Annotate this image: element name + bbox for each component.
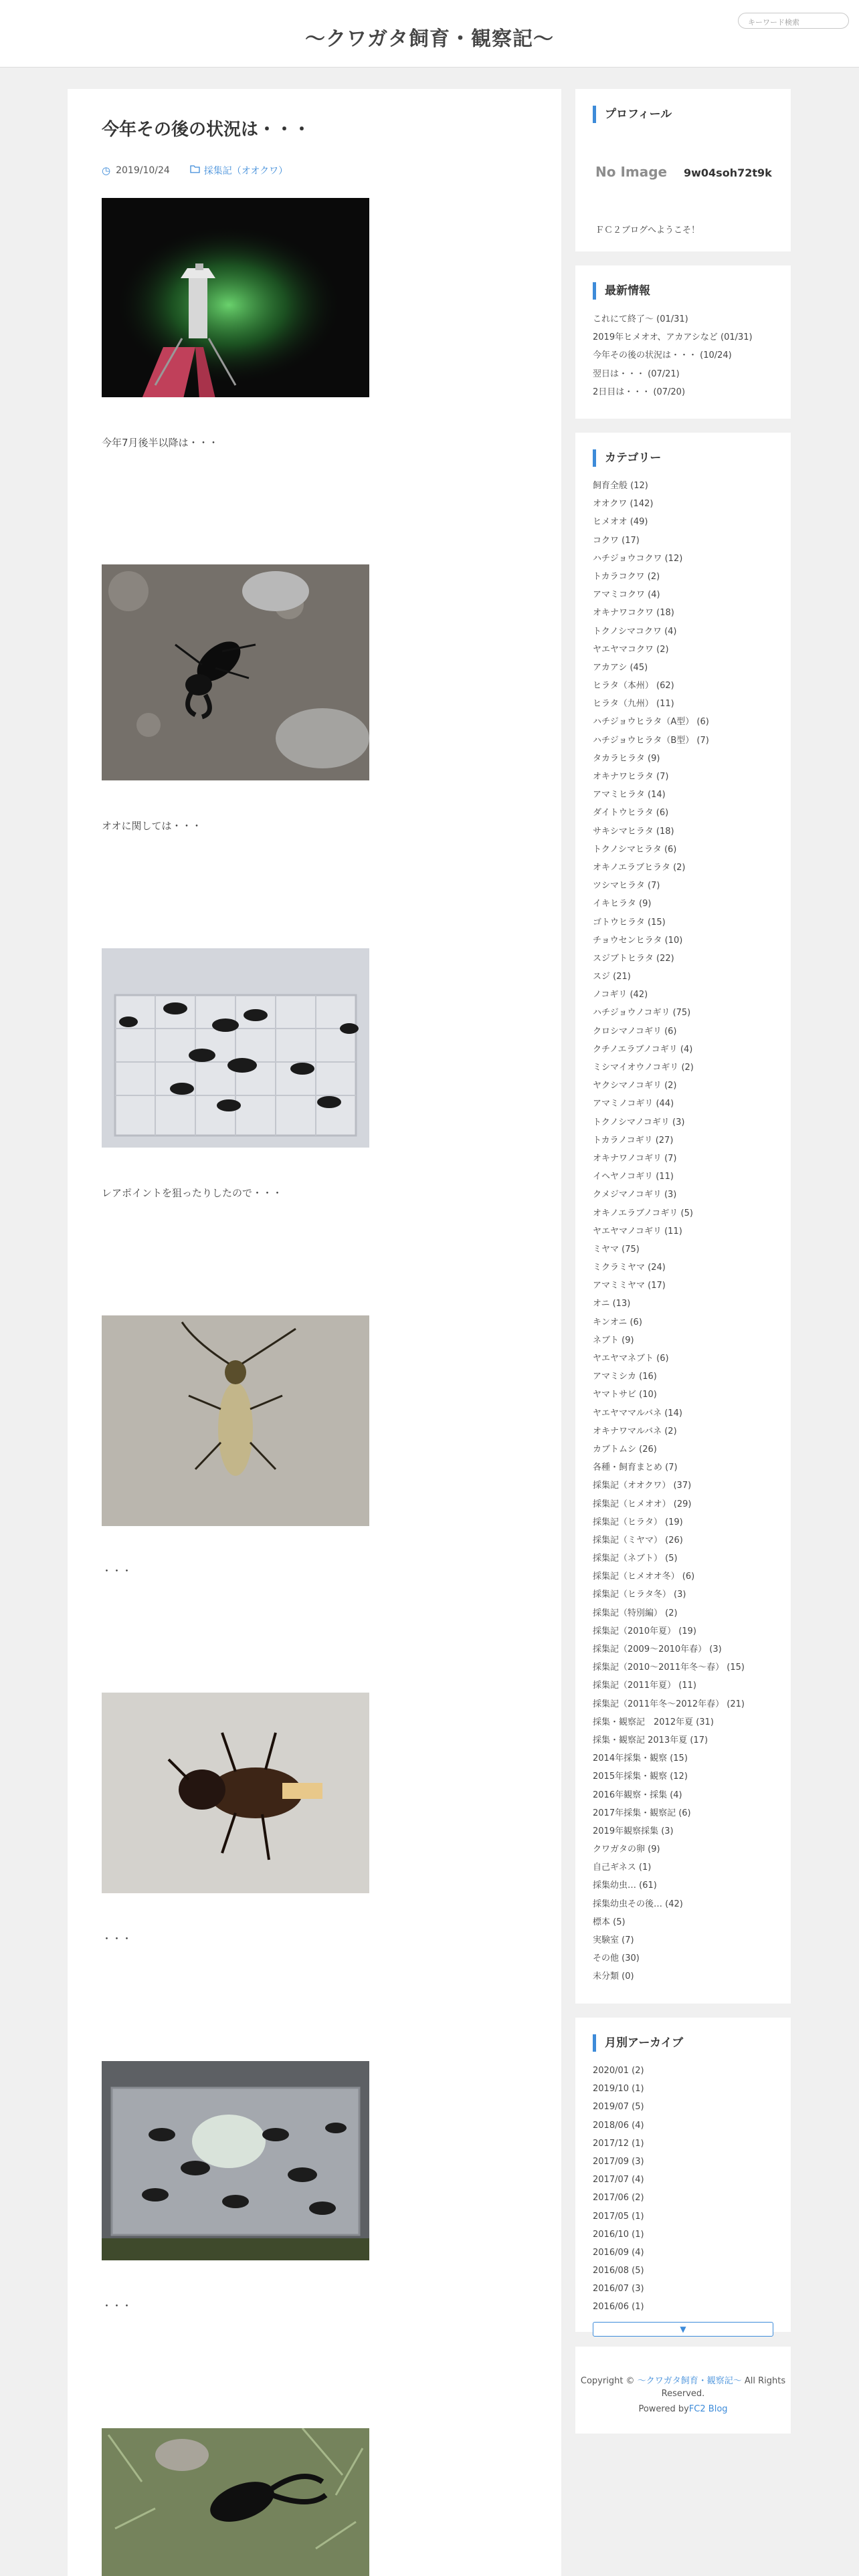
category-item[interactable]: ダイトウヒラタ (6) xyxy=(593,808,669,819)
category-item[interactable]: 採集記（特別編） (2) xyxy=(593,1608,678,1618)
category-item[interactable]: 採集記（オオクワ） (37) xyxy=(593,1481,692,1491)
category-item[interactable]: 採集幼虫その後… (42) xyxy=(593,1899,683,1909)
post-category-link[interactable]: 採集記（オオクワ） xyxy=(203,166,288,177)
category-item[interactable]: 採集・観察記 2012年夏 (31) xyxy=(593,1717,714,1727)
category-item[interactable]: ツシマヒラタ (7) xyxy=(593,881,660,891)
category-item[interactable]: ヒメオオ (49) xyxy=(593,517,648,528)
category-item[interactable]: 採集記（2011年夏） (11) xyxy=(593,1681,696,1691)
post-paragraph: 今年7月後半以降は・・・ xyxy=(102,437,219,449)
category-item[interactable]: ヒラタ（九州） (11) xyxy=(593,699,674,710)
latest-list xyxy=(593,310,753,401)
category-item[interactable]: ハチジョウノコギリ (75) xyxy=(593,1008,691,1018)
category-item[interactable]: トクノシマノコギリ (3) xyxy=(593,1117,685,1128)
category-item[interactable]: キンオニ (6) xyxy=(593,1317,642,1327)
longhorn-beetle-photo[interactable] xyxy=(102,1315,369,1526)
category-item[interactable]: 2017年採集・観察記 (6) xyxy=(593,1808,691,1818)
category-item[interactable]: 採集記（2011年冬〜2012年春） (21) xyxy=(593,1699,745,1709)
post-meta xyxy=(102,164,288,177)
post-paragraph: オオに関しては・・・ xyxy=(102,820,202,832)
post-title: 今年その後の状況は・・・ xyxy=(102,120,311,140)
latest-widget xyxy=(575,265,791,419)
category-item[interactable]: 2016年観察・採集 (4) xyxy=(593,1790,682,1800)
archive-item[interactable]: 2016/06 (1) xyxy=(593,2302,644,2313)
category-item[interactable]: 採集記（ヒメオオ冬） (6) xyxy=(593,1572,695,1582)
category-item[interactable]: 採集記（2009〜2010年春） (3) xyxy=(593,1644,722,1654)
category-item[interactable]: 2014年採集・観察 (15) xyxy=(593,1753,688,1764)
category-item[interactable]: 採集記（2010〜2011年冬〜春） (15) xyxy=(593,1662,745,1673)
category-item[interactable]: 標本 (5) xyxy=(593,1917,626,1927)
category-item[interactable]: ネブト (9) xyxy=(593,1335,634,1346)
powered-text: Powered by xyxy=(638,2404,689,2414)
beetle-on-white-photo[interactable] xyxy=(102,1693,369,1893)
latest-item[interactable]: これにて終了〜 (01/31) xyxy=(593,314,688,324)
footer-powered xyxy=(575,2404,791,2414)
category-item[interactable]: チョウセンヒラタ (10) xyxy=(593,935,683,946)
archive-widget xyxy=(575,2018,791,2332)
category-item[interactable]: 採集記（ミヤマ） (26) xyxy=(593,1535,683,1545)
category-item[interactable]: ノコギリ (42) xyxy=(593,990,648,1000)
category-item[interactable]: ヤエヤマコクワ (2) xyxy=(593,644,669,655)
category-item[interactable]: イヘヤノコギリ (11) xyxy=(593,1172,674,1182)
category-item[interactable]: オニ (13) xyxy=(593,1299,631,1309)
category-item[interactable]: アマミシカ (16) xyxy=(593,1372,657,1382)
category-item[interactable]: アマミヒラタ (14) xyxy=(593,790,666,800)
category-widget xyxy=(575,433,791,2004)
archive-item[interactable]: 2017/06 (2) xyxy=(593,2193,644,2204)
category-item[interactable]: 採集記（ヒラタ） (19) xyxy=(593,1517,683,1527)
post-paragraph: ・・・ xyxy=(102,1565,132,1577)
archive-item[interactable]: 2016/07 (3) xyxy=(593,2284,644,2294)
latest-title: 最新情報 xyxy=(593,282,650,300)
category-item[interactable]: ミシマイオウノコギリ (2) xyxy=(593,1063,694,1073)
fc2-blog-link[interactable]: FC2 Blog xyxy=(688,2404,728,2414)
category-item[interactable]: オキナワノコギリ (7) xyxy=(593,1153,677,1164)
category-item[interactable]: アマミノコギリ (44) xyxy=(593,1099,674,1109)
post-paragraph: レアポイントを狙ったりしたので・・・ xyxy=(102,1187,283,1199)
category-item[interactable]: サキシマヒラタ (18) xyxy=(593,826,674,837)
category-item[interactable]: クロシマノコギリ (6) xyxy=(593,1026,677,1037)
category-item[interactable]: トクノシマコクワ (4) xyxy=(593,626,677,637)
archive-title: 月別アーカイブ xyxy=(593,2034,683,2052)
light-trap-photo[interactable] xyxy=(102,198,369,397)
category-item[interactable]: オキナワコクワ (18) xyxy=(593,608,674,619)
category-item[interactable]: コクワ (17) xyxy=(593,535,640,546)
archive-item[interactable]: 2016/09 (4) xyxy=(593,2247,644,2258)
chevron-down-icon: ▼ xyxy=(680,2325,686,2334)
category-item[interactable]: ハチジョウヒラタ（A型） (6) xyxy=(593,717,709,728)
archive-item[interactable]: 2016/08 (5) xyxy=(593,2266,644,2276)
clock-icon: ◷ xyxy=(102,165,111,177)
archive-more-button[interactable] xyxy=(593,2322,773,2337)
archive-list xyxy=(593,2062,644,2317)
category-item[interactable]: タカラヒラタ (9) xyxy=(593,753,660,764)
category-item[interactable]: 採集幼虫… (61) xyxy=(593,1881,657,1891)
category-item[interactable]: オキナワマルバネ (2) xyxy=(593,1426,677,1436)
stag-beetle-ground-photo[interactable] xyxy=(102,564,369,780)
archive-item[interactable]: 2017/05 (1) xyxy=(593,2211,644,2222)
category-item[interactable]: クメジマノコギリ (3) xyxy=(593,1190,677,1200)
category-item[interactable]: 自己ギネス (1) xyxy=(593,1862,652,1873)
category-item[interactable]: クチノエラブノコギリ (4) xyxy=(593,1044,693,1055)
category-item[interactable]: オオクワ (142) xyxy=(593,499,654,510)
category-item[interactable]: ヤマトサビ (10) xyxy=(593,1390,657,1400)
archive-item[interactable]: 2017/07 (4) xyxy=(593,2175,644,2185)
footer-site-link[interactable]: 〜クワガタ飼育・観察記〜 xyxy=(637,2376,742,2386)
site-title[interactable]: 〜クワガタ飼育・観察記〜 xyxy=(305,27,554,51)
beetle-grass-photo[interactable] xyxy=(102,2428,369,2576)
category-item[interactable]: 2019年観察採集 (3) xyxy=(593,1826,674,1836)
category-item[interactable]: 実験室 (7) xyxy=(593,1935,634,1945)
archive-item[interactable]: 2019/07 (5) xyxy=(593,2102,644,2113)
category-item[interactable]: ヒラタ（本州） (62) xyxy=(593,681,674,691)
category-item[interactable]: ハチジョウコクワ (12) xyxy=(593,553,683,564)
category-item[interactable]: ミクラミヤマ (24) xyxy=(593,1263,666,1273)
category-item[interactable]: 飼育全般 (12) xyxy=(593,481,648,491)
latest-item[interactable]: 翌日は・・・ (07/21) xyxy=(593,368,680,379)
category-item[interactable]: ヤエヤマノコギリ (11) xyxy=(593,1226,682,1237)
category-item[interactable]: 2015年採集・観察 (12) xyxy=(593,1772,688,1782)
latest-item[interactable]: 2日目は・・・ (07/20) xyxy=(593,387,686,397)
post-date: 2019/10/24 xyxy=(116,165,170,176)
main-article xyxy=(68,89,561,2576)
category-item[interactable]: ヤクシマノコギリ (2) xyxy=(593,1081,677,1091)
search-input[interactable]: キーワード検索 xyxy=(738,13,849,29)
category-item[interactable]: ゴトウヒラタ (15) xyxy=(593,917,666,928)
category-item[interactable]: ミヤマ (75) xyxy=(593,1244,640,1255)
category-item[interactable]: イキヒラタ (9) xyxy=(593,899,652,909)
copyright-text: Copyright © xyxy=(580,2376,638,2386)
archive-item[interactable]: 2016/10 (1) xyxy=(593,2229,644,2240)
category-title: カテゴリー xyxy=(593,449,661,467)
footer xyxy=(575,2347,791,2434)
archive-item[interactable]: 2020/01 (2) xyxy=(593,2066,644,2076)
profile-widget xyxy=(575,89,791,251)
category-item[interactable]: オキナワヒラタ (7) xyxy=(593,772,669,782)
post-paragraph: ・・・ xyxy=(102,2300,132,2312)
container-beetles-photo[interactable] xyxy=(102,948,369,1148)
category-item[interactable]: ヤエヤママルバネ (14) xyxy=(593,1408,682,1418)
category-item[interactable]: カブトムシ (26) xyxy=(593,1444,657,1455)
post-paragraph: ・・・ xyxy=(102,1933,132,1945)
profile-title: プロフィール xyxy=(593,106,672,123)
category-item[interactable]: その他 (30) xyxy=(593,1953,640,1964)
category-item[interactable]: 採集記（2010年夏） (19) xyxy=(593,1626,696,1636)
category-item[interactable]: アマミミヤマ (17) xyxy=(593,1281,666,1291)
site-header xyxy=(0,0,859,68)
category-list xyxy=(593,477,745,1986)
category-item[interactable]: 採集記（ヒメオオ） (29) xyxy=(593,1499,692,1509)
latest-item[interactable]: 今年その後の状況は・・・ (10/24) xyxy=(593,350,732,361)
category-item[interactable]: 採集・観察記 2013年夏 (17) xyxy=(593,1735,708,1745)
category-item[interactable]: 採集記（ネブト） (5) xyxy=(593,1553,678,1564)
folder-icon xyxy=(190,165,200,176)
category-item[interactable]: トクノシマヒラタ (6) xyxy=(593,844,677,855)
category-item[interactable]: アカアシ (45) xyxy=(593,662,648,673)
category-item[interactable]: オキノエラブノコギリ (5) xyxy=(593,1208,693,1218)
profile-name[interactable]: 9w04soh72t9k xyxy=(684,167,772,179)
category-item[interactable]: トカラコクワ (2) xyxy=(593,571,660,582)
category-item[interactable]: ハチジョウヒラタ（B型） (7) xyxy=(593,735,709,746)
category-item[interactable]: ヤエヤマネブト (6) xyxy=(593,1354,669,1364)
category-item[interactable]: 未分類 (0) xyxy=(593,1971,634,1982)
archive-item[interactable]: 2019/10 (1) xyxy=(593,2084,644,2095)
category-item[interactable]: 各種・飼育まとめ (7) xyxy=(593,1463,678,1473)
archive-item[interactable]: 2018/06 (4) xyxy=(593,2120,644,2131)
latest-item[interactable]: 2019年ヒメオオ、アカアシなど (01/31) xyxy=(593,332,753,343)
footer-reserved: Reserved. xyxy=(661,2389,705,2399)
category-item[interactable]: スジ (21) xyxy=(593,972,631,982)
category-item[interactable]: 採集記（ヒラタ冬） (3) xyxy=(593,1590,686,1600)
archive-item[interactable]: 2017/12 (1) xyxy=(593,2138,644,2149)
footer-copyright xyxy=(575,2373,791,2386)
category-item[interactable]: クワガタの卵 (9) xyxy=(593,1844,660,1855)
category-item[interactable]: トカラノコギリ (27) xyxy=(593,1135,674,1146)
archive-scroll[interactable] xyxy=(575,2062,791,2319)
profile-text: ＦＣ２ブログへようこそ！ xyxy=(595,225,700,235)
category-item[interactable]: スジブトヒラタ (22) xyxy=(593,953,674,964)
archive-item[interactable]: 2017/09 (3) xyxy=(593,2156,644,2167)
category-item[interactable]: オキノエラブヒラタ (2) xyxy=(593,862,686,873)
rights-text: All Rights xyxy=(741,2376,786,2386)
profile-avatar: No Image xyxy=(595,164,668,180)
container-beetles-2-photo[interactable] xyxy=(102,2061,369,2260)
category-item[interactable]: アマミコクワ (4) xyxy=(593,590,660,601)
